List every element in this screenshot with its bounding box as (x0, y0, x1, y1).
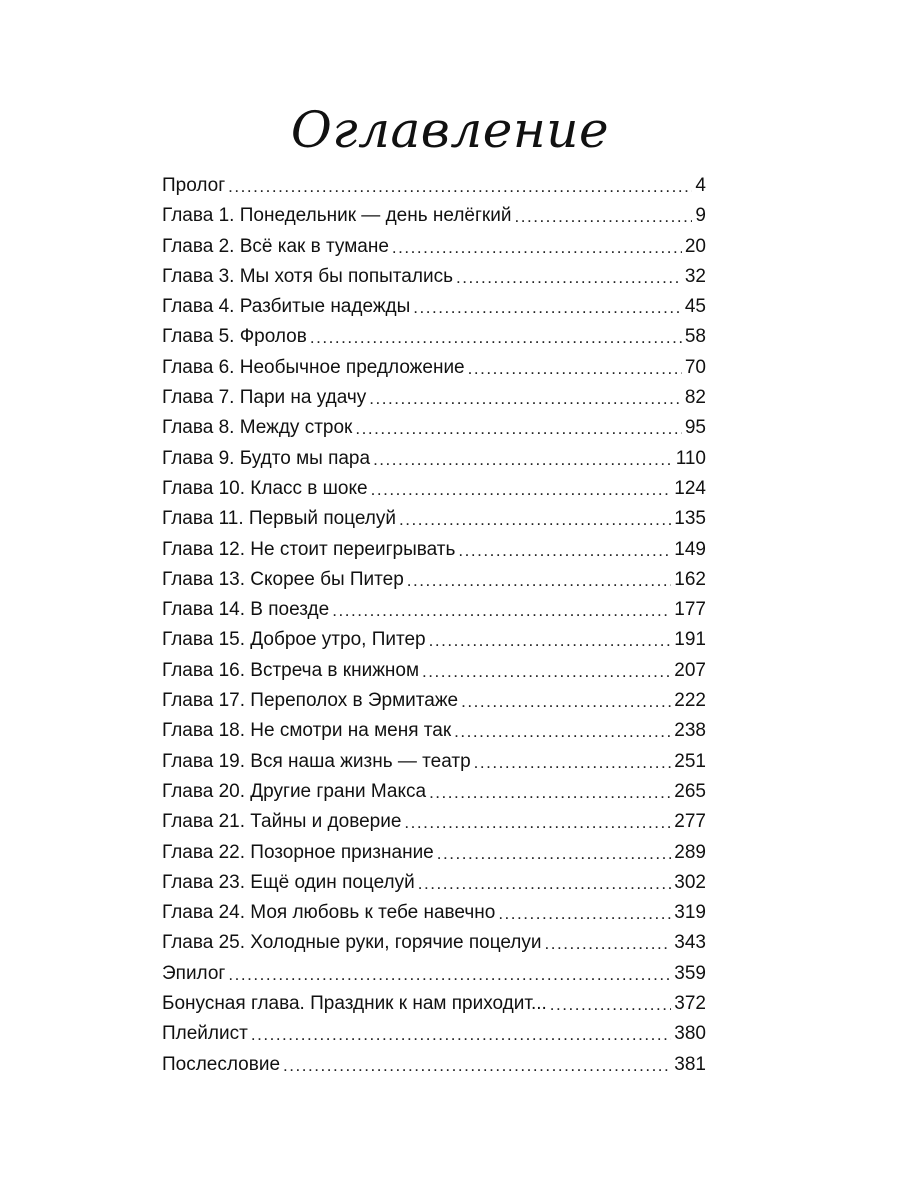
toc-entry (162, 233, 706, 263)
dot-leader (454, 718, 671, 738)
toc-entry (162, 323, 706, 353)
toc-entry-title: Глава 1. Понедельник — день нелёгкий (162, 205, 512, 227)
toc-entry (162, 626, 706, 656)
dot-leader (407, 567, 672, 587)
toc-entry (162, 990, 706, 1020)
dot-leader (461, 688, 671, 708)
dot-leader (332, 597, 671, 617)
toc-entry-page-number: 95 (684, 417, 706, 439)
toc-entry (162, 1051, 706, 1081)
dot-leader (310, 324, 682, 344)
toc-entry-title: Глава 7. Пари на удачу (162, 387, 367, 409)
toc-entry (162, 536, 706, 566)
dot-leader (228, 961, 671, 981)
dot-leader (498, 900, 671, 920)
toc-entry-page-number: 359 (674, 962, 706, 984)
toc-entry-page-number: 372 (674, 993, 706, 1015)
toc-entry (162, 414, 706, 444)
dot-leader (251, 1021, 671, 1041)
toc-entry-page-number: 343 (674, 932, 706, 954)
toc-entry-title: Эпилог (162, 962, 226, 984)
dot-leader (373, 446, 673, 466)
toc-entry-page-number: 222 (674, 690, 706, 712)
dot-leader (228, 173, 692, 193)
toc-entry-title: Глава 21. Тайны и доверие (162, 811, 402, 833)
toc-entry (162, 263, 706, 293)
toc-entry-title: Глава 15. Доброе утро, Питер (162, 629, 426, 651)
toc-entry (162, 566, 706, 596)
toc-entry-page-number: 135 (674, 508, 706, 530)
dot-leader (429, 779, 671, 799)
toc-entry-page-number: 251 (674, 750, 706, 772)
dot-leader (392, 234, 682, 254)
contents-heading: Оглавление (290, 101, 610, 159)
toc-entry-title: Послесловие (162, 1053, 281, 1075)
toc-entry-page-number: 162 (674, 568, 706, 590)
toc-entry-title: Глава 19. Вся наша жизнь — театр (162, 750, 471, 772)
table-of-contents (162, 172, 706, 1081)
toc-entry-page-number: 191 (674, 629, 706, 651)
toc-entry-title: Глава 6. Необычное предложение (162, 356, 465, 378)
toc-entry-title: Глава 3. Мы хотя бы попытались (162, 265, 453, 287)
toc-entry-page-number: 381 (674, 1053, 706, 1075)
toc-entry-title: Глава 12. Не стоит переигрывать (162, 538, 456, 560)
toc-entry-page-number: 58 (684, 326, 706, 348)
toc-entry-page-number: 207 (674, 659, 706, 681)
dot-leader (404, 809, 671, 829)
toc-entry-page-number: 70 (684, 356, 706, 378)
toc-entry-page-number: 319 (674, 902, 706, 924)
toc-entry-title: Глава 14. В поезде (162, 599, 330, 621)
toc-entry-page-number: 289 (674, 841, 706, 863)
toc-entry-title: Бонусная глава. Праздник к нам приходит... (162, 993, 547, 1015)
toc-entry (162, 475, 706, 505)
toc-entry-title: Глава 2. Всё как в тумане (162, 235, 389, 257)
toc-entry-title: Глава 9. Будто мы пара (162, 447, 371, 469)
toc-entry-page-number: 32 (684, 265, 706, 287)
dot-leader (468, 355, 682, 375)
toc-entry (162, 445, 706, 475)
toc-entry (162, 1020, 706, 1050)
toc-entry-title: Глава 22. Позорное признание (162, 841, 434, 863)
toc-entry (162, 869, 706, 899)
toc-entry-page-number: 124 (674, 477, 706, 499)
toc-entry-page-number: 177 (674, 599, 706, 621)
dot-leader (371, 476, 672, 496)
dot-leader (399, 506, 671, 526)
dot-leader (422, 658, 671, 678)
toc-entry-title: Плейлист (162, 1023, 248, 1045)
dot-leader (355, 415, 682, 435)
toc-entry-page-number: 4 (695, 175, 706, 196)
toc-entry-title: Глава 20. Другие грани Макса (162, 780, 427, 802)
toc-entry-page-number: 265 (674, 780, 706, 802)
toc-entry-page-number: 238 (674, 720, 706, 742)
dot-leader (458, 537, 671, 557)
dot-leader (474, 749, 672, 769)
toc-entry-title: Глава 17. Переполох в Эрмитаже (162, 690, 459, 712)
toc-entry (162, 354, 706, 384)
toc-entry (162, 778, 706, 808)
dot-leader (418, 870, 672, 890)
toc-entry (162, 899, 706, 929)
dot-leader (413, 294, 682, 314)
dot-leader (429, 627, 672, 647)
toc-entry (162, 748, 706, 778)
toc-entry-title: Глава 23. Ещё один поцелуй (162, 871, 415, 893)
toc-entry-page-number: 110 (675, 447, 706, 469)
toc-entry-page-number: 45 (684, 296, 706, 318)
toc-entry-title: Пролог (162, 175, 226, 196)
toc-entry-page-number: 277 (674, 811, 706, 833)
toc-entry-title: Глава 8. Между строк (162, 417, 353, 439)
toc-entry-title: Глава 18. Не смотри на меня так (162, 720, 452, 742)
dot-leader (545, 930, 672, 950)
toc-entry (162, 384, 706, 414)
toc-entry (162, 293, 706, 323)
toc-entry (162, 596, 706, 626)
dot-leader (437, 840, 672, 860)
toc-entry (162, 717, 706, 747)
toc-entry (162, 839, 706, 869)
toc-entry-title: Глава 16. Встреча в книжном (162, 659, 420, 681)
toc-entry (162, 505, 706, 535)
toc-entry-title: Глава 10. Класс в шоке (162, 477, 368, 499)
toc-entry-title: Глава 11. Первый поцелуй (162, 508, 396, 530)
toc-entry-title: Глава 5. Фролов (162, 326, 307, 348)
toc-entry-page-number: 82 (684, 387, 706, 409)
toc-entry-page-number: 149 (674, 538, 706, 560)
dot-leader (456, 264, 682, 284)
toc-entry (162, 172, 706, 202)
toc-entry (162, 960, 706, 990)
dot-leader (369, 385, 682, 405)
toc-entry-title: Глава 24. Моя любовь к тебе навечно (162, 902, 496, 924)
toc-entry-page-number: 20 (684, 235, 706, 257)
toc-entry-title: Глава 13. Скорее бы Питер (162, 568, 404, 590)
toc-entry-page-number: 9 (695, 205, 706, 227)
dot-leader (550, 991, 672, 1011)
toc-entry-title: Глава 4. Разбитые надежды (162, 296, 411, 318)
toc-entry-page-number: 380 (674, 1023, 706, 1045)
toc-entry (162, 687, 706, 717)
dot-leader (514, 203, 692, 223)
toc-entry (162, 929, 706, 959)
toc-entry-page-number: 302 (674, 871, 706, 893)
toc-entry-title: Глава 25. Холодные руки, горячие поцелуи (162, 932, 542, 954)
dot-leader (283, 1052, 671, 1072)
toc-entry (162, 202, 706, 232)
toc-entry (162, 808, 706, 838)
toc-entry (162, 657, 706, 687)
